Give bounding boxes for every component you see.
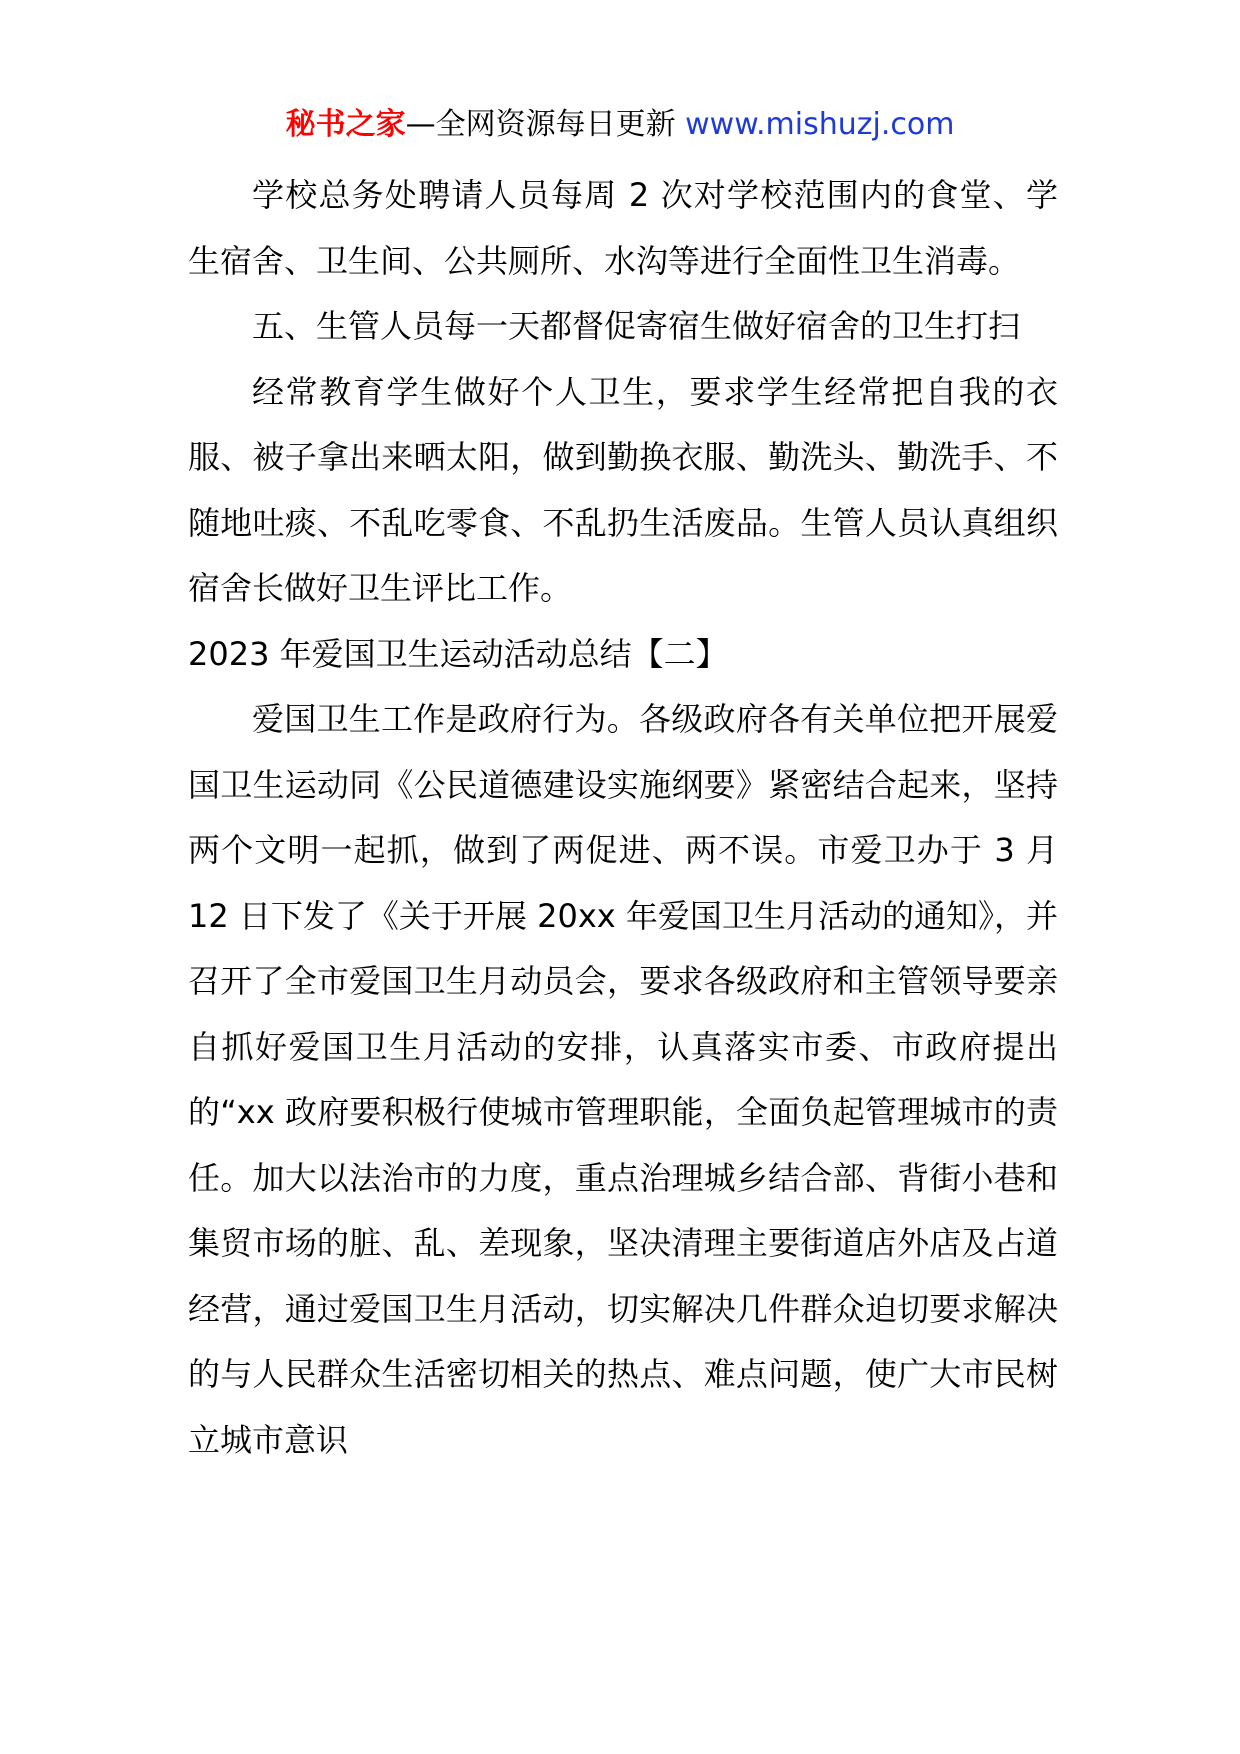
paragraph-section-five: 五、生管人员每一天都督促寄宿生做好宿舍的卫生打扫 xyxy=(252,307,1021,345)
paragraph-hygiene-education: 经常教育学生做好个人卫生，要求学生经常把自我的衣服、被子拿出来晒太阳，做到勤换衣服、勤洗头、勤洗手、不随地吐痰、不乱吃零食、不乱扔生活废品。生管人员认真组织宿舍长做好卫生评比工作。 xyxy=(188,372,1058,607)
header-tagline: —全网资源每日更新 xyxy=(405,107,686,142)
site-header xyxy=(0,100,1240,150)
brand-name: 秘书之家 xyxy=(285,107,406,142)
paragraph-patriotic-health: 爱国卫生工作是政府行为。各级政府各有关单位把开展爱国卫生运动同《公民道德建设实施纲要》紧密结合起来，坚持两个文明一起抓，做到了两促进、两不误。市爱卫办于 3 月 12 日下发了《关于开展 20xx 年爱国卫生月活动的通知》，并召开了全市爱国卫生月动员会，要求各级政府和主管领导要亲自抓好爱国卫生月活动的安排，认真落实市委、市政府提出的“xx 政府要积极行使城市管理职能，全面负起管理城市的责任。加大以法治市的力度，重点治理城乡结合部、背街小巷和集贸市场的脏、乱、差现象，坚决清理主要街道店外店及占道经营，通过爱国卫生月活动，切实解决几件群众迫切要求解决的与人民群众生活密切相关的热点、难点问题，使广大市民树立城市意识 xyxy=(188,700,1058,1459)
header-url[interactable]: www.mishuzj.com xyxy=(685,107,955,142)
document-body xyxy=(188,163,1058,1473)
section-heading: 2023 年爱国卫生运动活动总结【二】 xyxy=(188,634,728,673)
paragraph-disinfection: 学校总务处聘请人员每周 2 次对学校范围内的食堂、学生宿舍、卫生间、公共厕所、水沟等进行全面性卫生消毒。 xyxy=(188,176,1058,280)
